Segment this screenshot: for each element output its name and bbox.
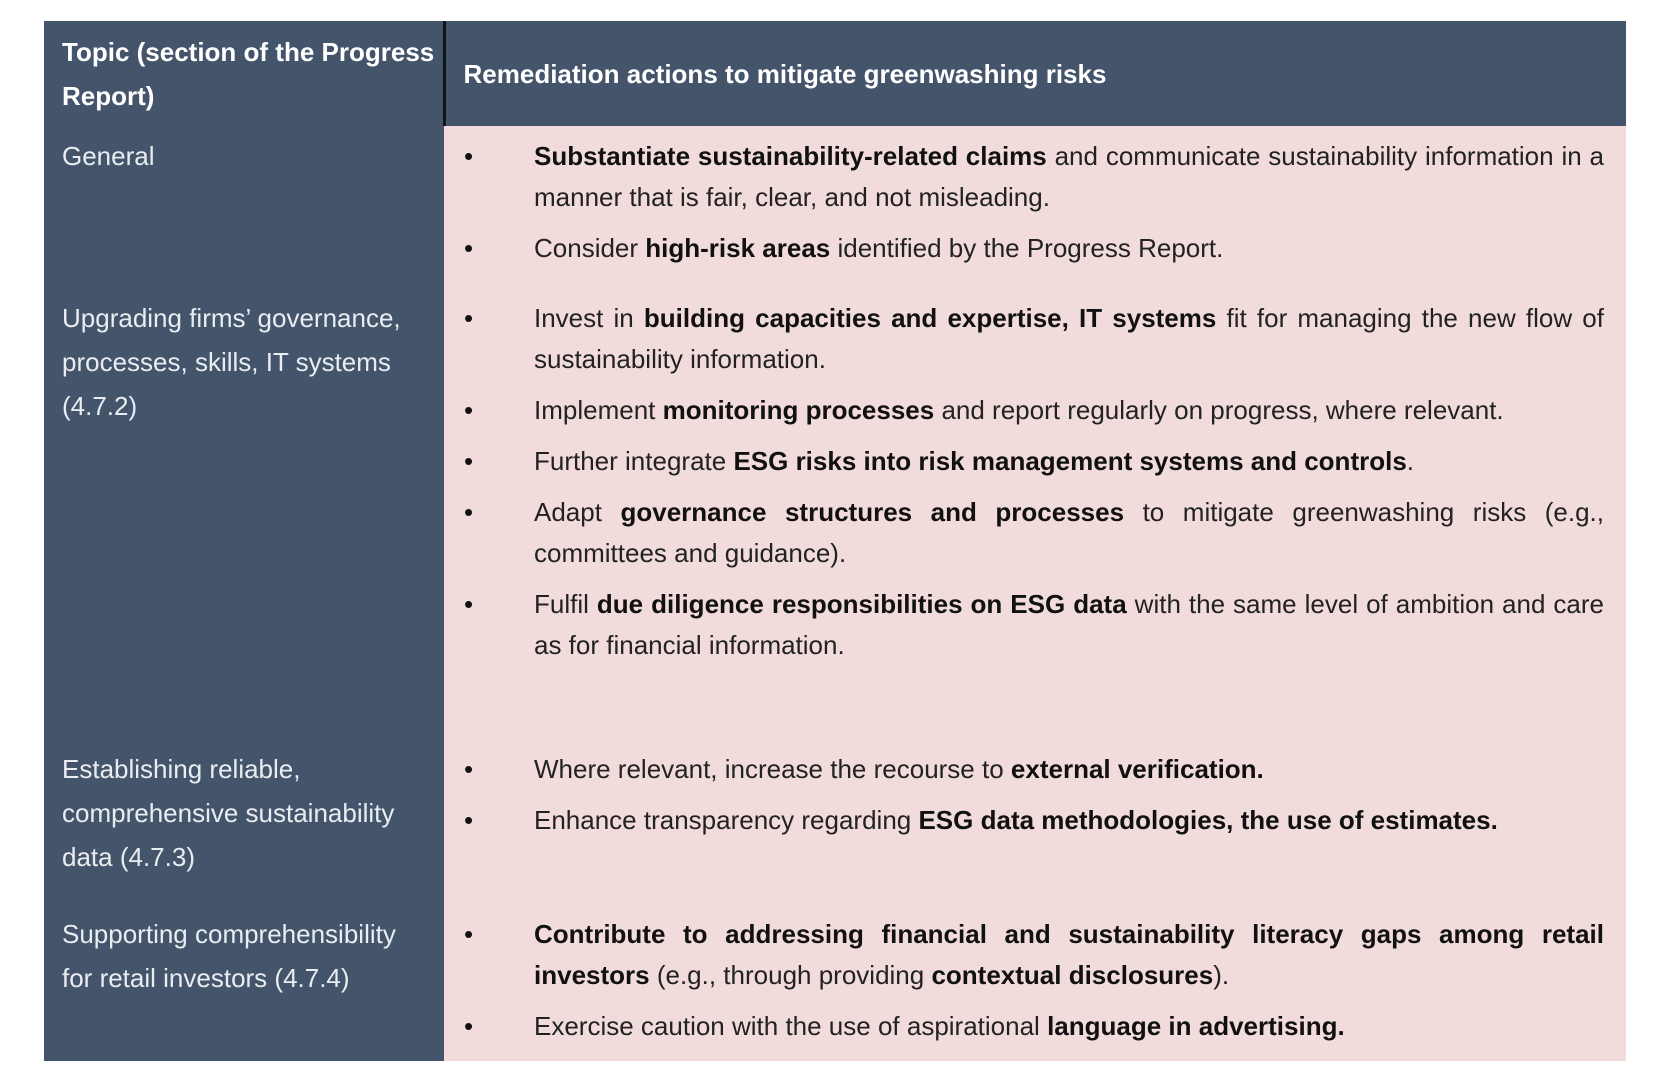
action-text: Consider <box>534 233 646 263</box>
action-item <box>462 1006 1604 1047</box>
action-text: Enhance transparency regarding <box>534 805 919 835</box>
action-text: Implement <box>534 395 663 425</box>
column-header-actions: Remediation actions to mitigate greenwashing risks <box>444 21 1626 126</box>
actions-cell <box>444 288 1626 739</box>
action-text: and communicate sustainability information in a manner that is fair, clear, and not misleading. <box>534 141 1604 212</box>
action-text: Fulfil <box>534 589 597 619</box>
action-list <box>462 136 1604 269</box>
action-list <box>462 298 1604 666</box>
topic-cell: Upgrading firms’ governance, processes, skills, IT systems (4.7.2) <box>44 288 444 739</box>
table-row <box>44 126 1626 288</box>
table-row <box>44 288 1626 739</box>
action-item <box>462 441 1604 482</box>
action-text: Further integrate <box>534 446 734 476</box>
action-text: Exercise caution with the use of aspirational <box>534 1011 1048 1041</box>
emphasis-text: building capacities and expertise, IT systems <box>643 303 1217 333</box>
column-header-topic: Topic (section of the Progress Report) <box>44 21 444 126</box>
emphasis-text: Substantiate sustainability-related claims <box>534 141 1047 171</box>
action-text: ). <box>1213 960 1230 990</box>
action-item <box>462 228 1604 269</box>
action-item <box>462 298 1604 380</box>
action-text: Invest in <box>534 303 644 333</box>
action-text: Adapt <box>534 497 621 527</box>
action-text: identified by the Progress Report. <box>830 233 1224 263</box>
table-row <box>44 739 1626 904</box>
topic-cell: Establishing reliable, comprehensive sustainability data (4.7.3) <box>44 739 444 904</box>
action-text: Where relevant, increase the recourse to <box>534 754 1011 784</box>
emphasis-text: external verification. <box>1010 754 1264 784</box>
actions-cell <box>444 739 1626 904</box>
action-item <box>462 584 1604 666</box>
topic-cell: General <box>44 126 444 288</box>
emphasis-text: Contribute to addressing financial and sustainability literacy gaps among retail investors <box>534 919 1604 990</box>
action-item <box>462 390 1604 431</box>
emphasis-text: ESG data methodologies, the use of estimates. <box>918 805 1498 835</box>
table-header-row <box>44 21 1626 126</box>
action-text: (e.g., through providing <box>649 960 932 990</box>
action-text: . <box>1406 446 1415 476</box>
greenwashing-remediation-table <box>44 21 1626 1061</box>
emphasis-text: high-risk areas <box>645 233 831 263</box>
action-text: and report regularly on progress, where relevant. <box>934 395 1504 425</box>
action-item <box>462 749 1604 790</box>
action-list <box>462 749 1604 841</box>
actions-cell <box>444 904 1626 1061</box>
action-text: to mitigate greenwashing risks (e.g., committees and guidance). <box>534 497 1604 568</box>
action-text: fit for managing the new flow of sustainability information. <box>534 303 1604 374</box>
emphasis-text: language in advertising. <box>1047 1011 1345 1041</box>
action-item <box>462 136 1604 218</box>
action-item <box>462 914 1604 996</box>
action-item <box>462 800 1604 841</box>
topic-cell: Supporting comprehensibility for retail investors (4.7.4) <box>44 904 444 1061</box>
emphasis-text: contextual disclosures <box>931 960 1214 990</box>
emphasis-text: ESG risks into risk management systems and controls <box>733 446 1407 476</box>
action-list <box>462 914 1604 1047</box>
action-text: with the same level of ambition and care as for financial information. <box>534 589 1605 660</box>
actions-cell <box>444 126 1626 288</box>
emphasis-text: governance structures and processes <box>620 497 1125 527</box>
emphasis-text: monitoring processes <box>662 395 935 425</box>
action-item <box>462 492 1604 574</box>
table-row <box>44 904 1626 1061</box>
emphasis-text: due diligence responsibilities on ESG data <box>596 589 1127 619</box>
